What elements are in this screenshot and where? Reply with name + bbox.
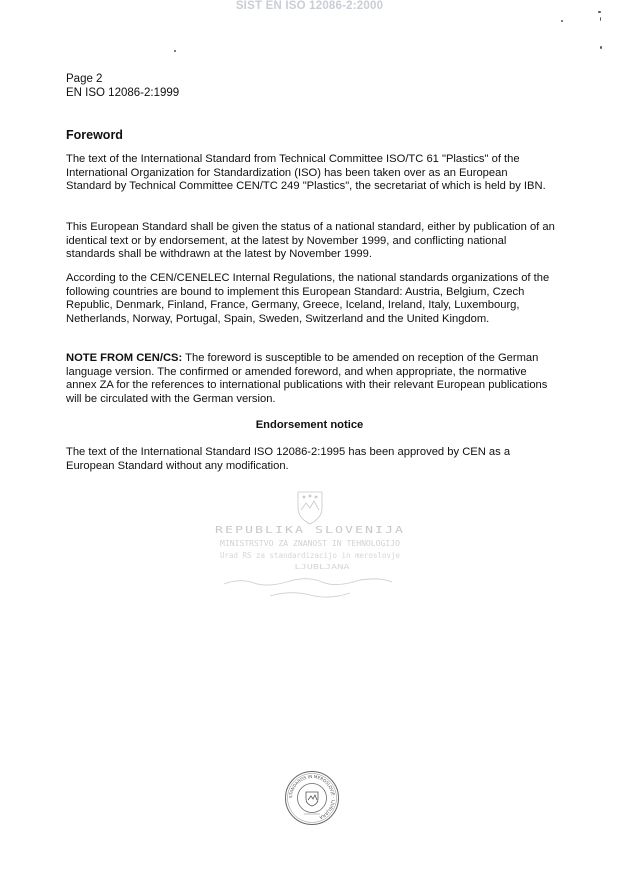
scan-speck — [598, 11, 601, 13]
note-paragraph — [66, 352, 556, 406]
round-seal — [284, 770, 340, 826]
page-header — [66, 72, 179, 100]
stamp-line-4: LJUBLJANA — [294, 563, 351, 571]
scan-speck — [600, 17, 601, 21]
note-label: NOTE FROM CEN/CS: — [66, 352, 183, 364]
faint-stamp — [210, 486, 410, 606]
foreword-paragraph-1: The text of the International Standard from Technical Committee ISO/TC 61 "Plastics" of the International Organization for Standardization (ISO) has been taken over as an European Standard by Technical Committee CEN/TC 249 "Plastics", the secretariat of which is held by IBN. — [66, 153, 546, 192]
watermark-text: SIST EN ISO 12086-2:2000 — [235, 0, 384, 12]
seal-text: STANDARDS IN MEROSLOVJE · LJUBLJANA — [287, 773, 337, 821]
stamp-line-3: Urad RS za standardizacijo in meroslovje — [220, 551, 401, 560]
scan-speck — [561, 20, 563, 22]
stamp-line-2: MINISTRSTVO ZA ZNANOST IN TEHNOLOGIJO — [220, 539, 401, 548]
stamp-line-1: REPUBLIKA SLOVENIJA — [215, 525, 405, 536]
scan-speck — [174, 50, 176, 52]
foreword-paragraph-3: According to the CEN/CENELEC Internal Regulations, the national standards organizations of the following countries are bound to implement this European Standard: Austria, Belgium, Czech Republic, Denmark, Finland, France, Germany, Greece, Iceland, Ireland, Italy, Luxembourg, Netherlands, Norway, Portugal, Spain, Sweden, Switzerland and the United Kingdom. — [66, 272, 550, 325]
note-text: The foreword is susceptible to be amended on reception of the German language version. The confirmed or amended foreword, and when appropriate, the normative annex ZA for the references to international publications with their relevant European publications will be circulated with the German version. — [66, 352, 548, 405]
coat-of-arms-icon — [298, 492, 322, 524]
foreword-paragraph-2: This European Standard shall be given the status of a national standard, either by publication of an identical text or by endorsement, at the latest by November 1999, and conflicting national standards shall be withdrawn at the latest by November 1999. — [66, 221, 555, 260]
foreword-heading: Foreword — [66, 128, 123, 142]
seal-emblem-icon — [306, 792, 318, 806]
standard-reference: EN ISO 12086-2:1999 — [66, 87, 180, 99]
signature-scribble — [224, 579, 392, 597]
scan-speck — [600, 46, 602, 49]
page-number: Page 2 — [66, 73, 103, 85]
endorsement-paragraph: The text of the International Standard ISO 12086-2:1995 has been approved by CEN as a European Standard without any modification. — [66, 446, 511, 472]
endorsement-heading: Endorsement notice — [255, 419, 364, 431]
